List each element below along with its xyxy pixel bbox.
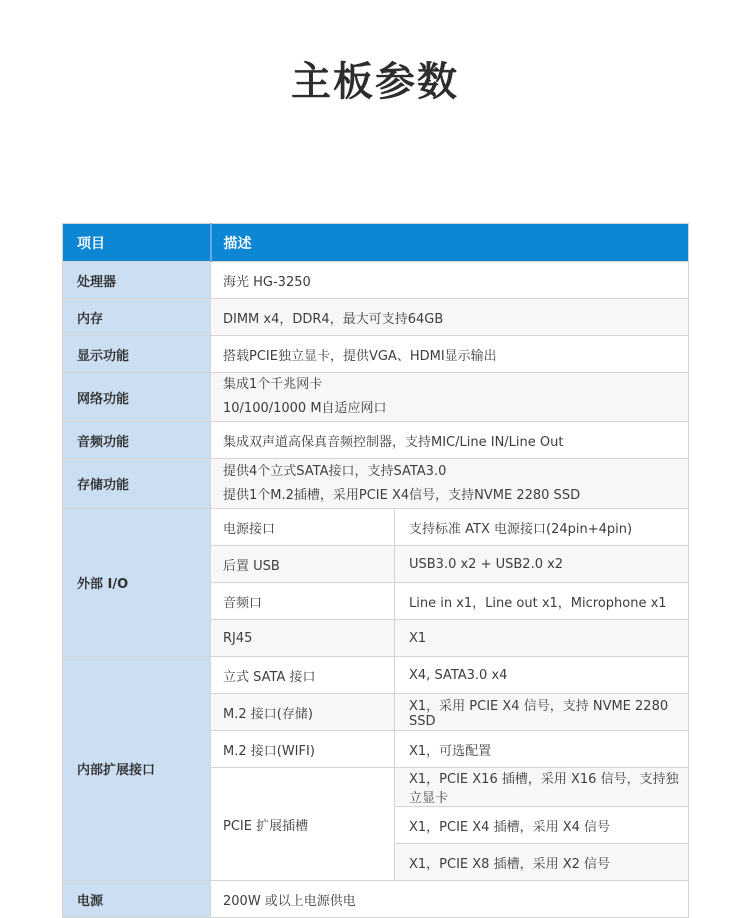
row-network	[63, 373, 689, 422]
audio-label: 音频功能	[63, 422, 211, 459]
power-label: 电源	[63, 881, 211, 918]
audio-jack-name: 音频口	[211, 583, 395, 620]
processor-label: 处理器	[63, 262, 211, 299]
pcie-x8-value: X1，PCIE X8 插槽，采用 X2 信号	[395, 844, 689, 881]
pcie-slot-name: PCIE 扩展插槽	[211, 768, 395, 881]
memory-value: DIMM x4，DDR4，最大可支持64GB	[211, 299, 689, 336]
rear-usb-value: USB3.0 x2 + USB2.0 x2	[395, 546, 689, 583]
row-power	[63, 881, 689, 918]
processor-value: 海光 HG-3250	[211, 262, 689, 299]
network-value-line2: 10/100/1000 M自适应网口	[223, 401, 387, 416]
internal-expansion-label: 内部扩展接口	[63, 657, 211, 881]
storage-value	[211, 459, 689, 509]
network-value	[211, 373, 689, 422]
spec-page	[0, 50, 750, 914]
memory-label: 内存	[63, 299, 211, 336]
m2-storage-value: X1，采用 PCIE X4 信号，支持 NVME 2280 SSD	[395, 694, 689, 731]
rj45-value: X1	[395, 620, 689, 657]
power-connector-name: 电源接口	[211, 509, 395, 546]
audio-jack-value: Line in x1，Line out x1，Microphone x1	[395, 583, 689, 620]
pcie-x4-value: X1，PCIE X4 插槽，采用 X4 信号	[395, 807, 689, 844]
pcie-x16-value: X1，PCIE X16 插槽，采用 X16 信号，支持独立显卡	[395, 768, 689, 807]
display-label: 显示功能	[63, 336, 211, 373]
row-processor	[63, 262, 689, 299]
column-header-item: 项目	[63, 224, 211, 262]
audio-value: 集成双声道高保真音频控制器，支持MIC/Line IN/Line Out	[211, 422, 689, 459]
sata-name: 立式 SATA 接口	[211, 657, 395, 694]
row-audio	[63, 422, 689, 459]
display-value: 搭载PCIE独立显卡，提供VGA、HDMI显示输出	[211, 336, 689, 373]
m2-wifi-value: X1，可选配置	[395, 731, 689, 768]
row-memory	[63, 299, 689, 336]
storage-value-line1: 提供4个立式SATA接口，支持SATA3.0	[223, 463, 447, 479]
rj45-name: RJ45	[211, 620, 395, 657]
m2-wifi-name: M.2 接口(WIFI)	[211, 731, 395, 768]
rear-usb-name: 后置 USB	[211, 546, 395, 583]
storage-value-line2: 提供1个M.2插槽，采用PCIE X4信号，支持NVME 2280 SSD	[223, 487, 581, 503]
m2-storage-name: M.2 接口(存储)	[211, 694, 395, 731]
row-display	[63, 336, 689, 373]
spec-table	[62, 223, 689, 918]
network-label: 网络功能	[63, 373, 211, 422]
storage-label: 存储功能	[63, 459, 211, 509]
page-title: 主板参数	[291, 59, 459, 105]
row-internal-sata	[63, 657, 689, 694]
row-external-io-power-connector	[63, 509, 689, 546]
table-header-row	[63, 224, 689, 262]
power-value: 200W 或以上电源供电	[211, 881, 689, 918]
network-value-line1: 集成1个千兆网卡	[223, 377, 323, 392]
sata-value: X4, SATA3.0 x4	[395, 657, 689, 694]
column-header-desc: 描述	[211, 224, 689, 262]
power-connector-value: 支持标准 ATX 电源接口(24pin+4pin)	[395, 509, 689, 546]
row-storage	[63, 459, 689, 509]
external-io-label: 外部 I/O	[63, 509, 211, 657]
